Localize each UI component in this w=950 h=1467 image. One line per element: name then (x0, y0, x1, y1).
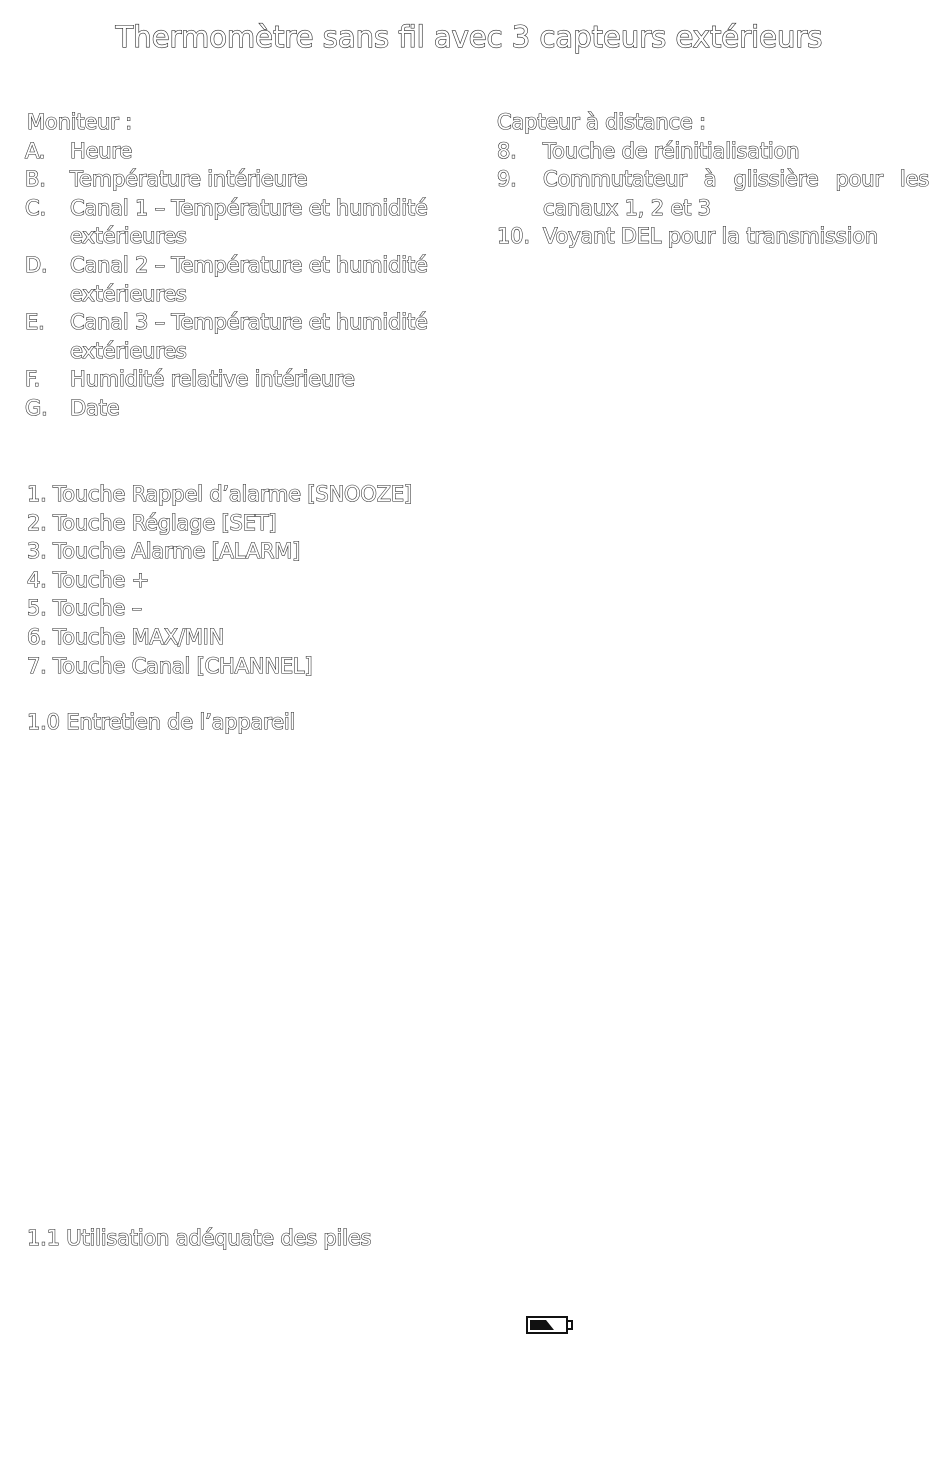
page-title: Thermomètre sans fil avec 3 capteurs extérieurs (115, 20, 823, 54)
section-heading-maintenance: 1.0 Entretien de l’appareil (27, 710, 296, 734)
item-label: F. (25, 367, 40, 392)
list-item: 4. Touche + (27, 567, 149, 592)
list-item (25, 137, 445, 166)
monitor-list (25, 108, 445, 423)
list-item (25, 365, 445, 394)
item-label: 10. (497, 224, 530, 249)
item-text: Canal 1 – Température et humidité extérieures (70, 195, 428, 249)
list-item: 6. Touche MAX/MIN (27, 624, 225, 649)
item-label: G. (25, 395, 48, 420)
section-heading-batteries: 1.1 Utilisation adéquate des piles (27, 1226, 372, 1250)
item-label: 8. (497, 138, 517, 163)
item-text: Commutateur à glissière pour les canaux 1, 2 et 3 (543, 167, 929, 220)
list-item (25, 394, 445, 423)
item-text: Humidité relative intérieure (70, 367, 355, 392)
item-label: B. (25, 167, 46, 192)
item-text: Touche de réinitialisation (543, 138, 800, 163)
list-item: 1. Touche Rappel d’alarme [SNOOZE] (27, 482, 412, 506)
item-label: A. (25, 138, 46, 163)
list-item: 5. Touche – (27, 596, 142, 621)
list-item: 2. Touche Réglage [SET] (27, 510, 277, 535)
list-item (497, 137, 929, 166)
item-text: Canal 3 – Température et humidité extérieures (70, 310, 428, 363)
item-label: 9. (497, 167, 517, 192)
item-label: E. (25, 310, 45, 335)
item-text: Canal 2 – Température et humidité extérieures (70, 252, 428, 306)
list-item: 3. Touche Alarme [ALARM] (27, 539, 301, 564)
item-text: Voyant DEL pour la transmission (543, 224, 879, 249)
item-label: C. (25, 195, 46, 220)
keys-list (27, 480, 457, 680)
list-item (497, 165, 929, 222)
sensor-list (497, 108, 929, 251)
list-item (25, 194, 445, 251)
list-item (25, 165, 445, 194)
list-item (25, 308, 445, 365)
list-item (497, 222, 929, 251)
battery-low-icon (526, 1316, 574, 1334)
item-text: Heure (70, 138, 133, 163)
sensor-heading: Capteur à distance : (497, 110, 706, 134)
item-text: Température intérieure (70, 167, 308, 192)
list-item (25, 251, 445, 308)
item-label: D. (25, 252, 48, 277)
item-text: Date (70, 395, 120, 420)
list-item: 7. Touche Canal [CHANNEL] (27, 653, 313, 678)
monitor-heading: Moniteur : (27, 110, 132, 134)
